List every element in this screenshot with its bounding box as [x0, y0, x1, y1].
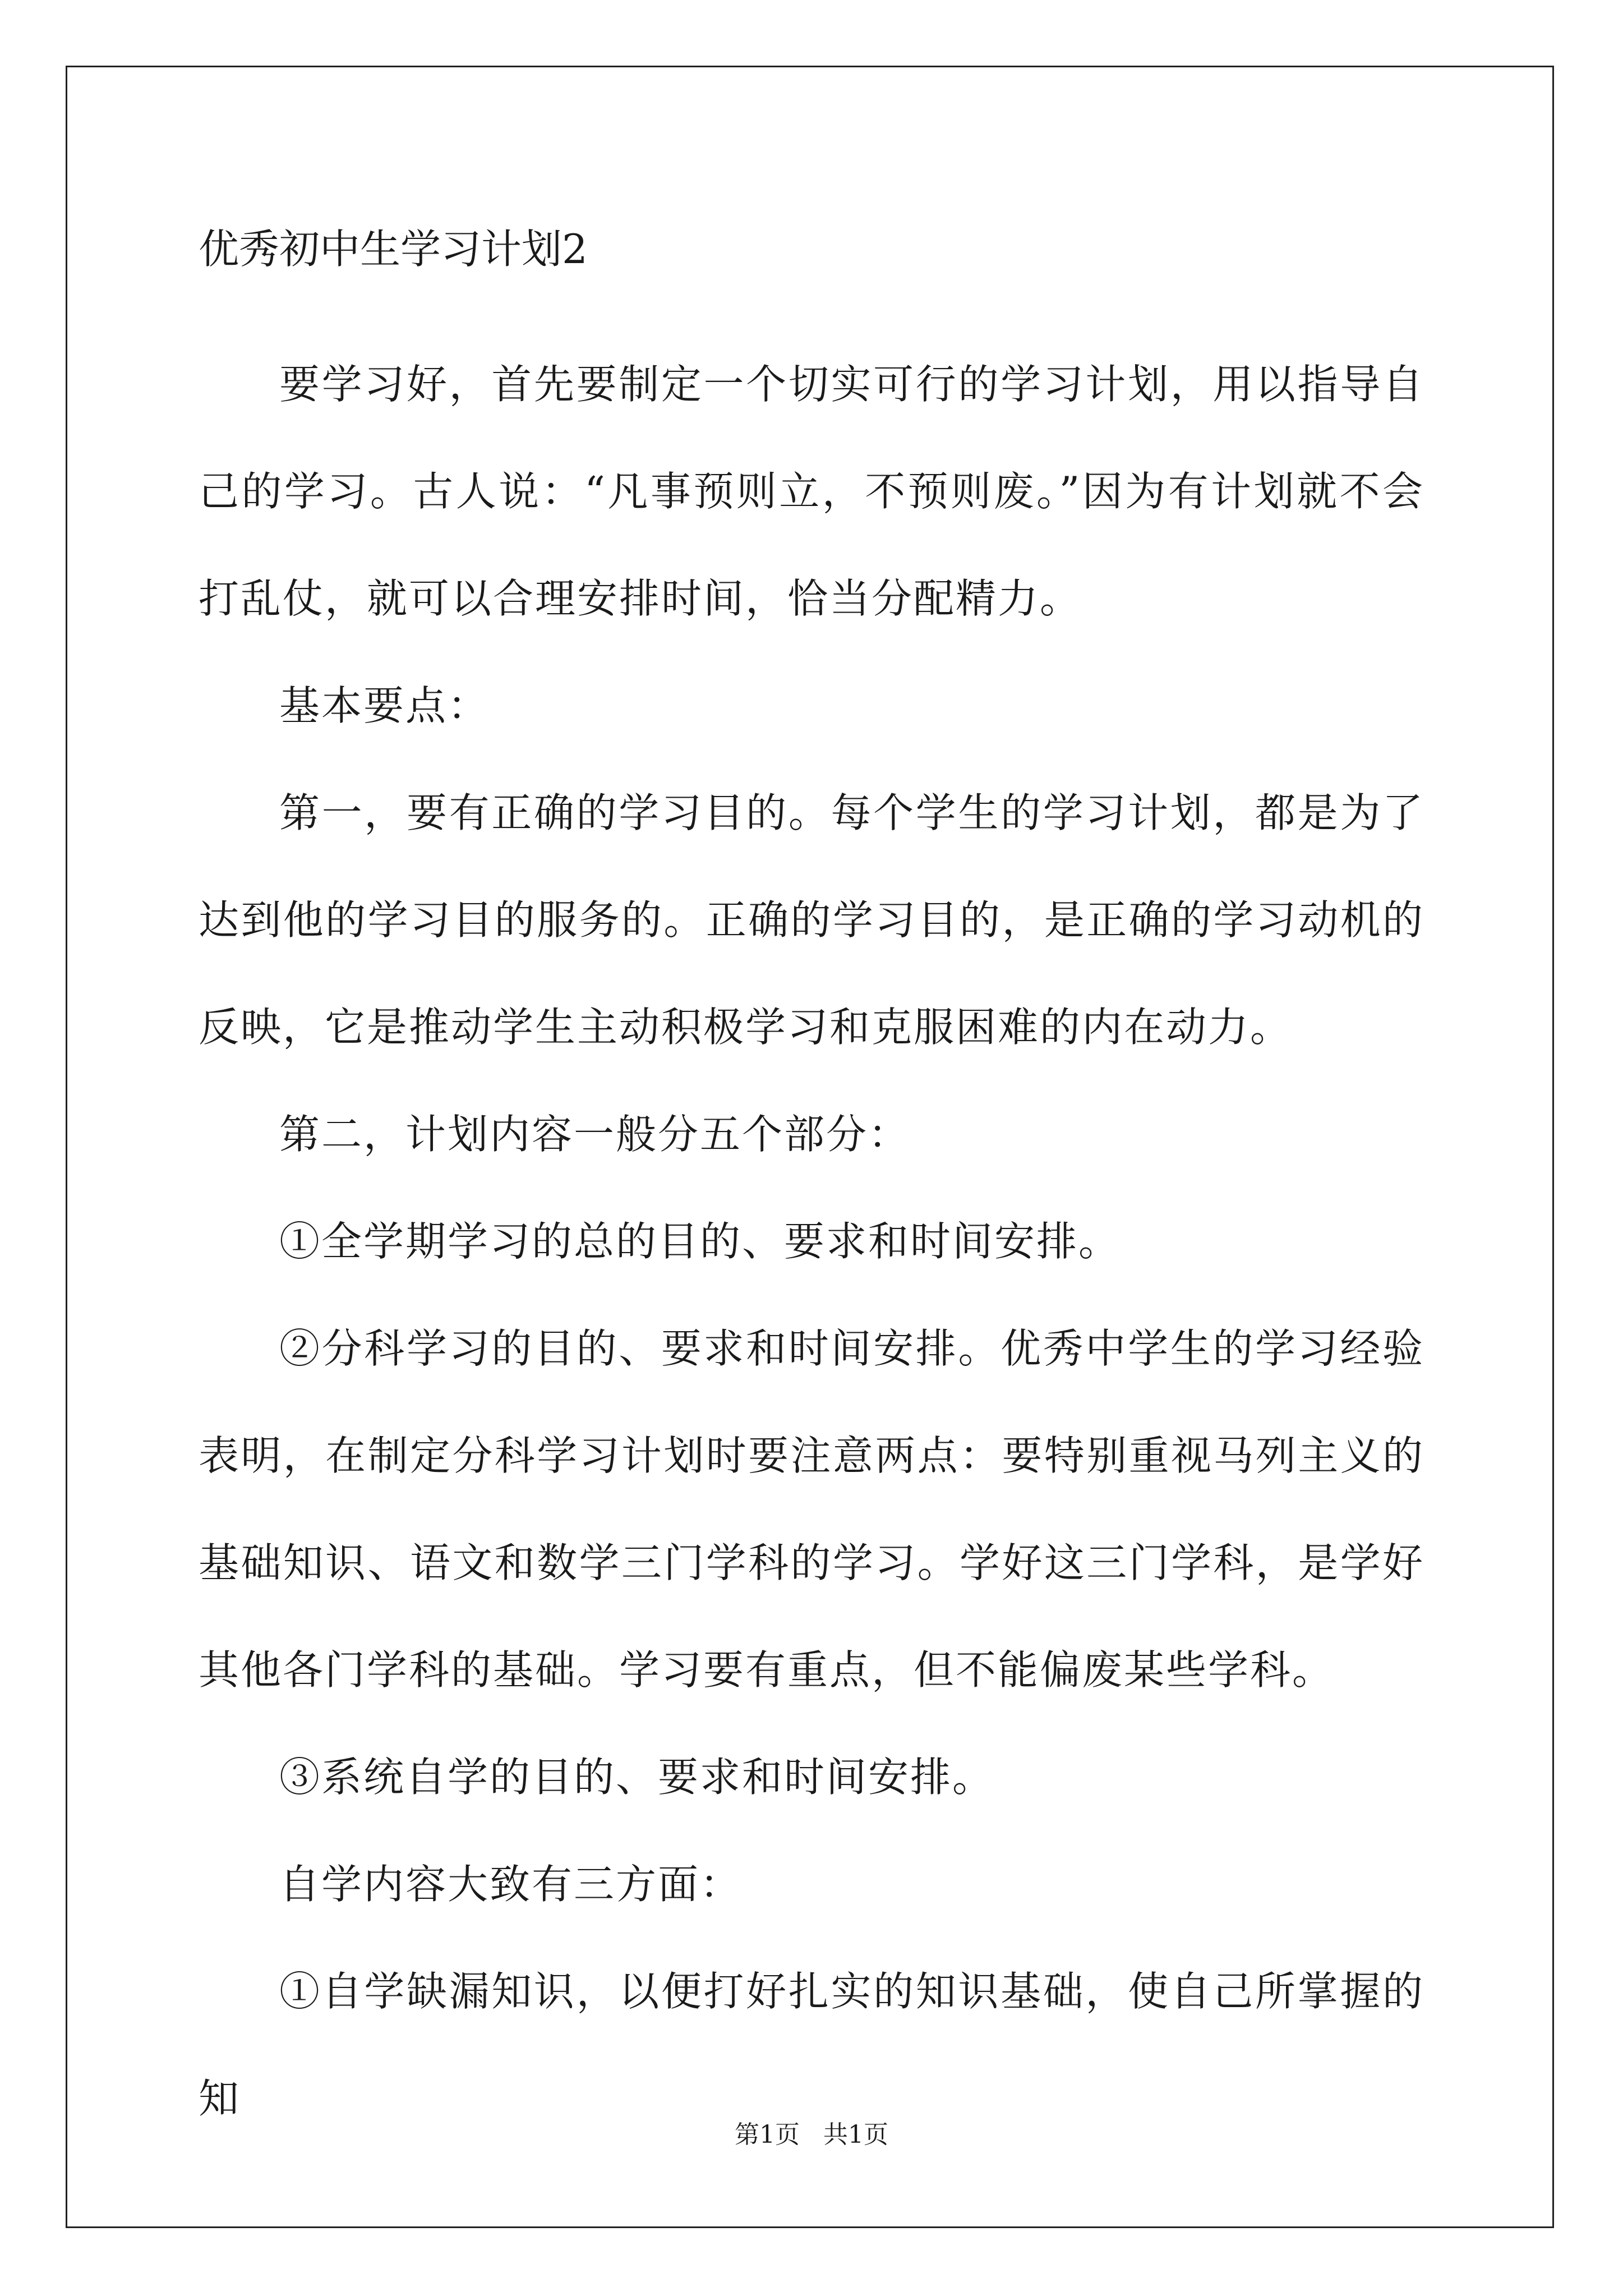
document-body — [199, 222, 1424, 2152]
paragraph-item-3: ③系统自学的目的、要求和时间安排。 — [279, 1754, 995, 1801]
page-footer: 第1页 共1页 — [735, 2120, 888, 2149]
paragraph-second-point: 第二，计划内容一般分五个部分： — [279, 1111, 911, 1158]
paragraph-self-study-item-1: ①自学缺漏知识，以便打好扎实的知识基础，使自己所掌握的知 — [199, 1968, 1424, 2122]
paragraph-first-point: 第一，要有正确的学习目的。每个学生的学习计划，都是为了达到他的学习目的服务的。正确的学习目的，是正确的学习动机的反映，它是推动学生主动积极学习和克服困难的内在动力。 — [199, 789, 1424, 1051]
paragraph-key-points-heading: 基本要点： — [279, 682, 490, 729]
document-title: 优秀初中生学习计划2 — [199, 226, 588, 273]
paragraph-item-1: ①全学期学习的总的目的、要求和时间安排。 — [279, 1218, 1121, 1265]
paragraph-self-study-heading: 自学内容大致有三方面： — [279, 1861, 743, 1908]
paragraph-item-2: ②分科学习的目的、要求和时间安排。优秀中学生的学习经验表明，在制定分科学习计划时要注意两点：要特别重视马列主义的基础知识、语文和数学三门学科的学习。学好这三门学科，是学好其他各门学科的基础。学习要有重点，但不能偏废某些学科。 — [199, 1325, 1424, 1694]
paragraph-intro: 要学习好，首先要制定一个切实可行的学习计划，用以指导自己的学习。古人说：“凡事预则立，不预则废。”因为有计划就不会打乱仗，就可以合理安排时间，恰当分配精力。 — [199, 361, 1424, 622]
